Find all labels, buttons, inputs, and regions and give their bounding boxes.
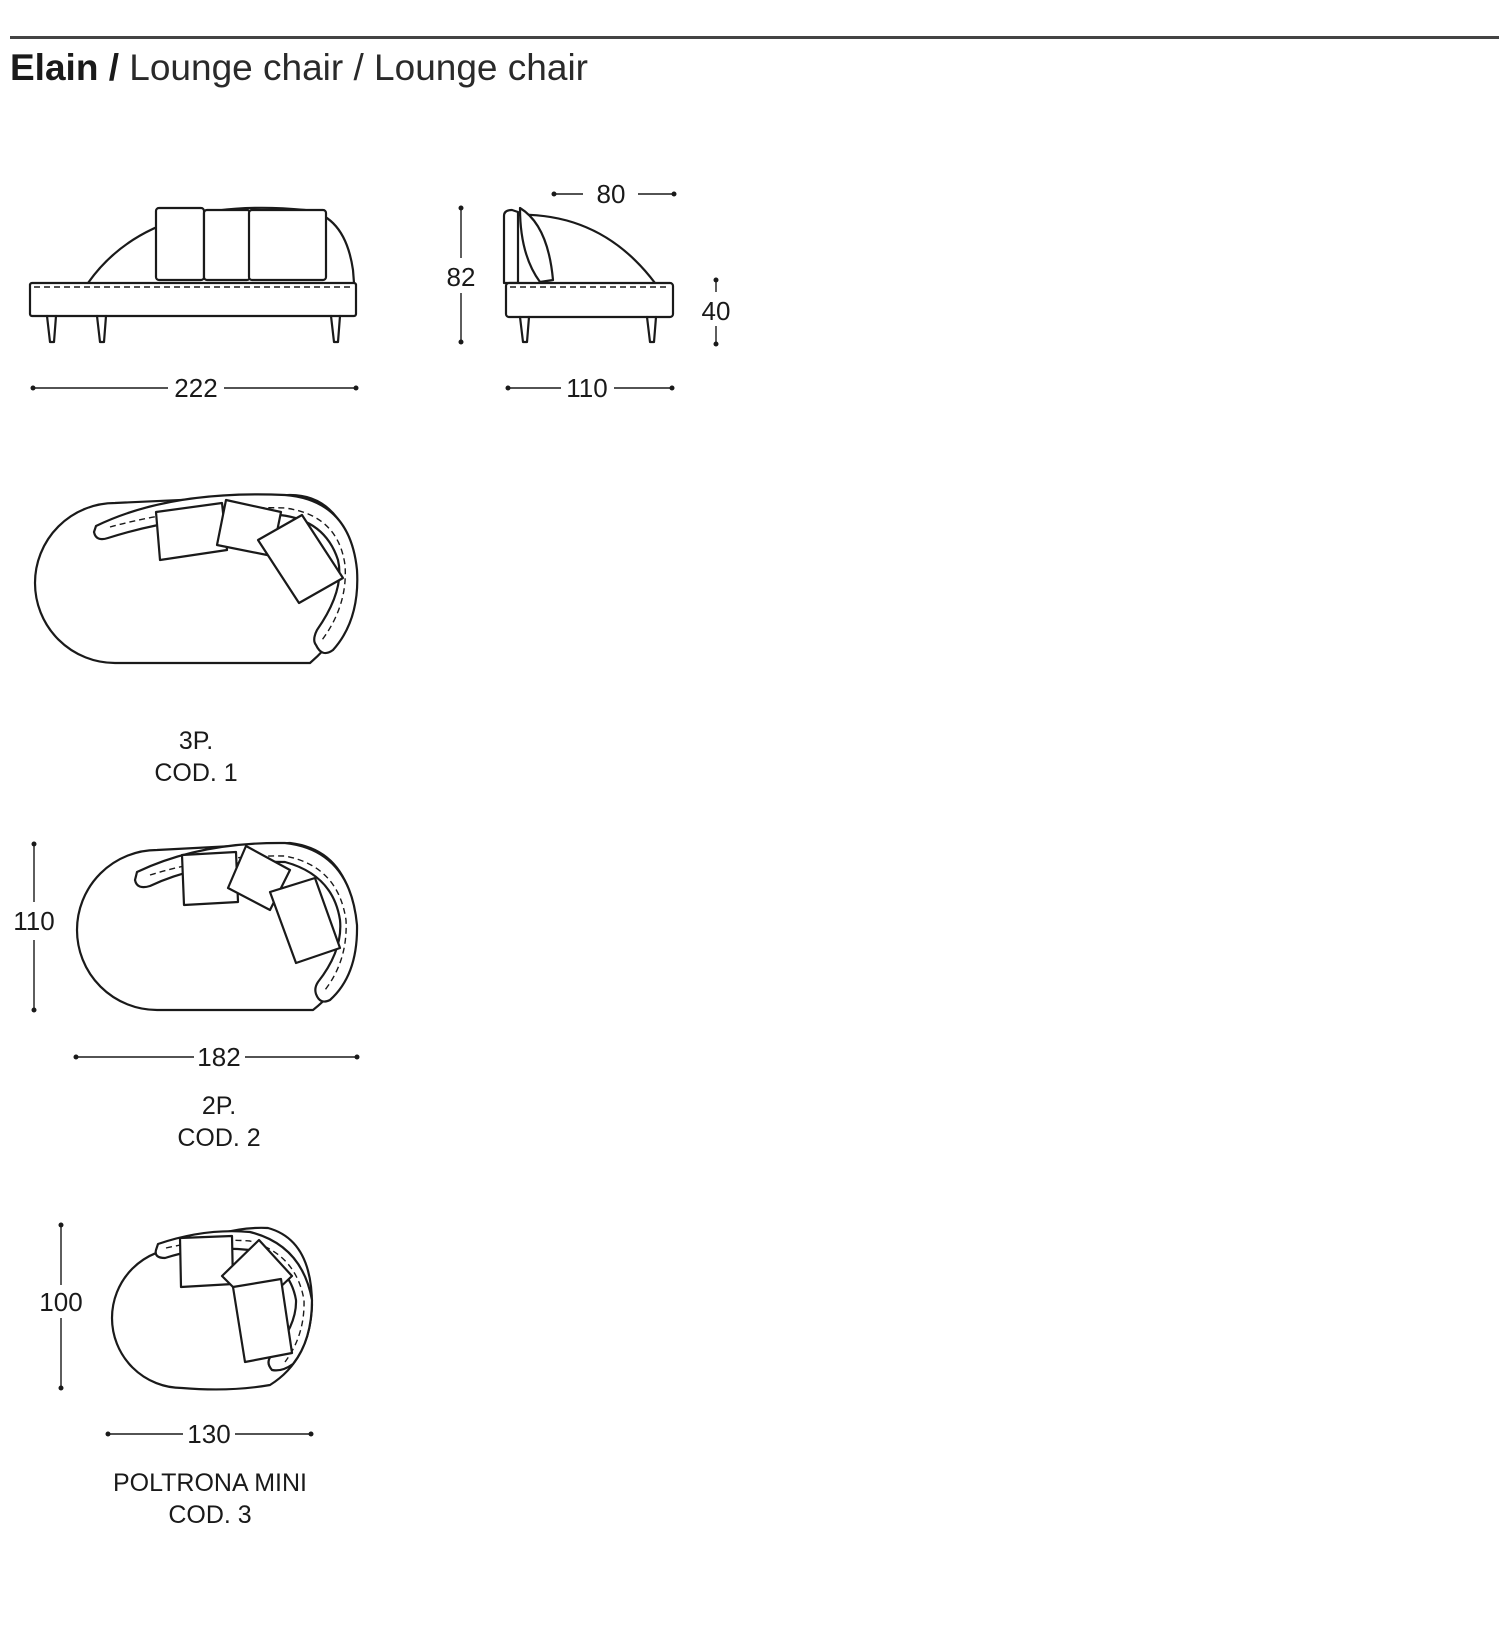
plan-2p-size: 2P.: [201, 1092, 237, 1120]
side-view-cushion: [520, 208, 553, 282]
side-top-end: [552, 192, 557, 197]
plan-2p-width-end: [74, 1055, 79, 1060]
plan-3p-cushion: [156, 503, 227, 560]
plan-2p-depth-end: [32, 1008, 37, 1013]
side-seat-end: [714, 278, 719, 283]
plan-mini-depth-end: [59, 1386, 64, 1391]
side-top-end: [672, 192, 677, 197]
side-height-label: 82: [446, 262, 476, 292]
plan-mini-depth-label: 100: [39, 1287, 83, 1317]
side-view-back-frame: [504, 210, 518, 283]
brand-name: Elain /: [10, 47, 119, 88]
plan-mini-width-end: [106, 1432, 111, 1437]
front-view-leg: [97, 316, 106, 342]
side-height-end: [459, 206, 464, 211]
plan-mini-width-label: 130: [187, 1419, 231, 1449]
front-view-cushion: [156, 208, 204, 280]
plan-2p-depth-label: 110: [13, 906, 55, 936]
plan-3p-code: COD. 1: [154, 759, 238, 787]
plan-mini-size: POLTRONA MINI: [112, 1469, 308, 1497]
side-top-label: 80: [596, 179, 626, 209]
product-type: Lounge chair / Lounge chair: [129, 47, 588, 88]
front-view-leg: [331, 316, 340, 342]
front-view-cushion: [249, 210, 326, 280]
front-view-leg: [47, 316, 56, 342]
plan-mini-code: COD. 3: [168, 1501, 252, 1529]
plan-2p-width-end: [355, 1055, 360, 1060]
plan-mini-width-end: [309, 1432, 314, 1437]
front-width-end: [31, 386, 36, 391]
front-view: [30, 208, 359, 403]
side-seat-label: 40: [701, 296, 731, 326]
plan-3p: [35, 494, 357, 787]
plan-2p: [13, 842, 359, 1153]
side-view: [447, 179, 731, 403]
side-view-leg: [520, 317, 529, 342]
front-view-cushion: [204, 210, 250, 280]
front-view-seat: [30, 283, 356, 316]
plan-3p-size: 3P.: [178, 727, 214, 755]
front-width-end: [354, 386, 359, 391]
side-depth-end: [670, 386, 675, 391]
side-view-seat: [506, 283, 673, 317]
plan-mini-cushion: [233, 1279, 292, 1362]
front-width-label: 222: [174, 373, 218, 403]
side-depth-end: [506, 386, 511, 391]
side-depth-label: 110: [566, 373, 608, 403]
plan-mini: [39, 1223, 313, 1530]
side-view-leg: [647, 317, 656, 342]
plan-2p-code: COD. 2: [177, 1124, 261, 1152]
plan-2p-cushion: [182, 852, 238, 905]
plan-2p-depth-end: [32, 842, 37, 847]
plan-2p-width-label: 182: [197, 1042, 241, 1072]
side-height-end: [459, 340, 464, 345]
plan-mini-depth-end: [59, 1223, 64, 1228]
side-seat-end: [714, 342, 719, 347]
